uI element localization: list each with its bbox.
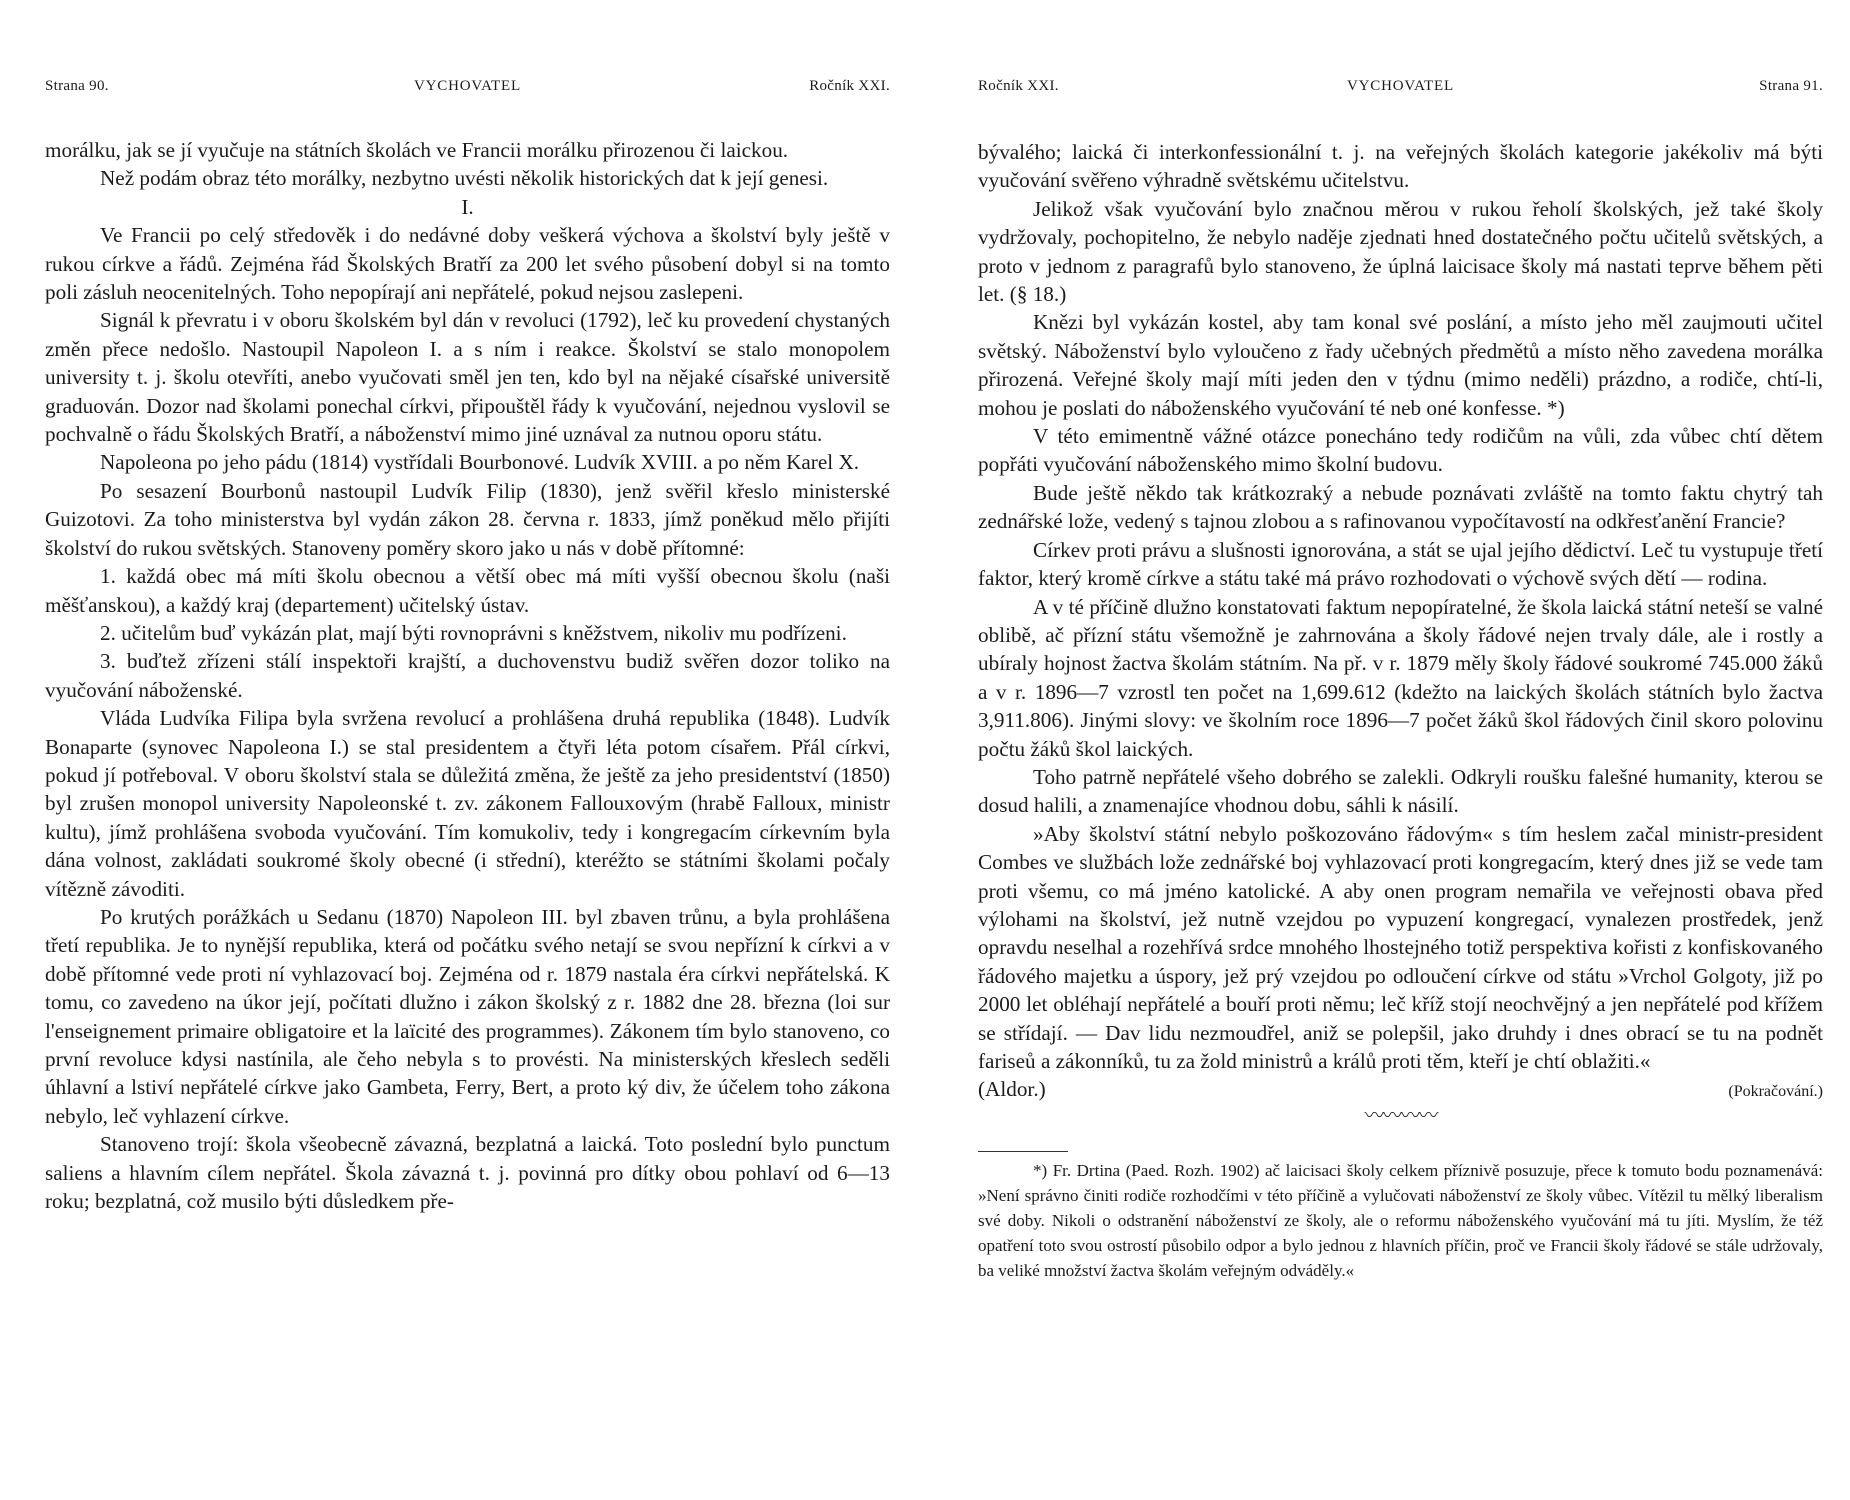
page-number: Strana 90.	[45, 78, 109, 94]
footnote: *) Fr. Drtina (Paed. Rozh. 1902) ač laicisaci školy celkem příznivě posuzuje, přece k tomuto bodu poznamenává: »Není správno činiti rodiče rozhodčími v této příčině a vylučovati náboženství ze školy vůbec. Vítězil tu mělký liberalism své doby. Nikoli o odstranění náboženství ze školy, ale o reformu náboženského vyučování má tu jíti. Myslím, že též opatření toto svou ostrostí působilo odpor a bylo jednou z hlavních příčin, proč ve Francii školy řádové se stále udržovaly, ba veliké množství žactva školám veřejným odváděly.«	[978, 1160, 1823, 1280]
paragraph: Knězi byl vykázán kostel, aby tam konal své poslání, a místo jeho měl zaujmouti učitel světský. Náboženství bylo vyloučeno z řady učebných předmětů a místo něho zavedena morálka přirozená. Veřejné školy mají míti jeden den v týdnu (mimo neděli) prázdno, a rodiče, chtí-li, mohou je poslati do náboženského vyučování té neb oné konfesse. *)	[978, 310, 1823, 420]
left-page	[45, 0, 890, 1500]
journal-title: VYCHOVATEL	[414, 78, 521, 94]
right-page	[978, 0, 1823, 1500]
footnote-rule	[978, 1151, 1068, 1152]
paragraph: Než podám obraz této morálky, nezbytno uvésti několik historických dat k její genesi.	[100, 166, 829, 191]
paragraph: bývalého; laická či interkonfessionální t. j. na veřejných školách kategorie jakékoliv má býti vyučování svěřeno výhradně světskému učitelstvu.	[978, 140, 1823, 193]
section-heading: I.	[461, 194, 474, 219]
paragraph: Vláda Ludvíka Filipa byla svržena revolucí a prohlášena druhá republika (1848). Ludvík Bonaparte (synovec Napoleona I.) se stal presidentem a čtyři léta potom císařem. Přál církvi, pokud jí potřeboval. V oboru školství stala se důležitá změna, že ještě za jeho presidentství (1850) byl zrušen monopol university Napoleonské t. zv. zákonem Fallouxovým (hrabě Falloux, ministr kultu), jímž prohlášena svoboda vyučování. Tím komukoliv, tedy i kongregacím církevním byla dána volnost, zakládati soukromé školy obecné (i střední), kteréžto se státními školami počaly vítězně závoditi.	[45, 706, 890, 901]
list-item: 1. každá obec má míti školu obecnou a větší obec má míti vyšší obecnou školu (naši měšťanskou), a každý kraj (departement) učitelský ústav.	[45, 564, 890, 617]
closing-line	[978, 1075, 1823, 1106]
paragraph: Po krutých porážkách u Sedanu (1870) Napoleon III. byl zbaven trůnu, a byla prohlášena třetí republika. Je to nynější republika, která od počátku svého netají se svou nepřízní k církvi a v době přítomné vede proti ní vyhlazovací boj. Zejména od r. 1879 nastala éra církvi nepřátelská. K tomu, co zavedeno na úkor její, počítati dlužno i zákon školský z r. 1882 dne 28. března (loi sur l'enseignement primaire obligatoire et la laïcité des programmes). Zákonem tím bylo stanoveno, co první revoluce kdysi nastínila, ale čeho nebyla s to provésti. Na ministerských křeslech seděli úhlavní a lstiví nepřátelé církve jako Gambeta, Ferry, Bert, a proto ký div, že účelem toho zákona nebylo, leč vyhlazení církve.	[45, 904, 890, 1128]
volume-label: Ročník XXI.	[809, 78, 890, 94]
paragraph: V této emimentně vážné otázce ponecháno tedy rodičům na vůli, zda vůbec chtí dětem popřáti vyučování náboženského mimo školní budovu.	[978, 424, 1823, 477]
journal-title: VYCHOVATEL	[1347, 78, 1454, 94]
list-item: 3. buďtež zřízeni stálí inspektoři krajští, a duchovenstvu budiž svěřen dozor toliko na vyučování náboženské.	[45, 649, 890, 702]
paragraph: Signál k převratu i v oboru školském byl dán v revoluci (1792), leč ku provedení chystaných změn přece nedošlo. Nastoupil Napoleon I. a s ním i reakce. Školství se stalo monopolem university t. j. školu otevříti, anebo vyučovati směl jen ten, kdo byl na nějaké císařské universitě graduován. Dozor nad školami ponechal církvi, připouštěl řády k vyučování, nejednou vyslovil se pochvalně o řádu Školských Bratří, a náboženství mimo jiné uznával za nutnou oporu státu.	[45, 308, 890, 447]
paragraph: Ve Francii po celý středověk i do nedávné doby veškerá výchova a školství byly ještě v rukou církve a řádů. Zejména řád Školských Bratří za 200 let svého působení dobyl si na tomto poli zásluh neocenitelných. Toho nepopírají ani nepřátelé, pokud nejsou zaslepeni.	[45, 223, 890, 305]
paragraph: A v té příčině dlužno konstatovati faktum nepopíratelné, že škola laická státní neteší se valné oblibě, ač přízní státu všemožně je zahrnována a školy řádové nejen trvaly dále, ale i rostly a ubíraly hojnost žactva školám státním. Na př. v r. 1879 měly školy řádové soukromé 745.000 žáků a v r. 1896—7 vzrostl ten počet na 1,699.612 (kdežto na laických školách státních bylo žactva 3,911.806). Jinými slovy: ve školním roce 1896—7 počet žáků škol řádových činil skoro polovinu počtu žáků škol laických.	[978, 594, 1823, 761]
paragraph: Toho patrně nepřátelé všeho dobrého se zalekli. Odkryli roušku falešné humanity, kterou se dosud halili, a znamenajíce vhodnou dobu, sáhli k násilí.	[978, 764, 1823, 818]
page-number: Strana 91.	[1759, 78, 1823, 94]
paragraph: Jelikož však vyučování bylo značnou měrou v rukou řeholí školských, jež také školy vydržovaly, pochopitelno, že nebylo naděje zjednati hned dostatečného počtu učitelů světských, a proto v jednom z paragrafů bylo stanoveno, že úplná laicisace školy má nastati teprve během pěti let. (§ 18.)	[978, 196, 1823, 307]
paragraph: morálku, jak se jí vyučuje na státních školách ve Francii morálku přirozenou či laickou.	[45, 138, 789, 162]
paragraph: Stanoveno trojí: škola všeobecně závazná, bezplatná a laická. Toto poslední bylo punctum saliens a hlavním cílem nepřátel. Škola závazná t. j. povinná pro dítky obou pohlaví od 6—13 roku; bezplatná, což musilo býti důsledkem pře-	[45, 1132, 890, 1214]
author-signature: (Aldor.)	[978, 1077, 1046, 1102]
paragraph: Církev proti právu a slušnosti ignorována, a stát se ujal jejího dědictví. Leč tu vystupuje třetí faktor, který kromě církve a státu také má právo rozhodovati o výchově svých dětí — rodina.	[978, 537, 1823, 591]
paragraph: Napoleona po jeho pádu (1814) vystřídali Bourbonové. Ludvík XVIII. a po něm Karel X.	[100, 450, 860, 475]
volume-label: Ročník XXI.	[978, 78, 1059, 94]
ornament-divider: 〰〰〰〰	[1364, 1104, 1437, 1127]
list-item: 2. učitelům buď vykázán plat, mají býti rovnoprávni s kněžstvem, nikoliv mu podřízeni.	[100, 620, 847, 645]
right-running-head	[978, 78, 1823, 100]
paragraph: Bude ještě někdo tak krátkozraký a nebude poznávati zvláště na tomto faktu chytrý tah zednářské lože, vedený s tajnou zlobou a s rafinovanou vypočítavostí na odkřesťanění Francie?	[978, 480, 1823, 534]
paragraph: Po sesazení Bourbonů nastoupil Ludvík Filip (1830), jenž svěřil křeslo ministerské Guizotovi. Za toho ministerstva byl vydán zákon 28. června r. 1833, jímž poněkud mělo přijíti školství do rukou světských. Stanoveny poměry skoro jako u nás v době přítomné:	[45, 478, 890, 560]
left-running-head	[45, 78, 890, 100]
continued-note: (Pokračování.)	[1728, 1083, 1823, 1101]
left-body-text	[45, 136, 890, 1215]
paragraph: »Aby školství státní nebylo poškozováno řádovým« s tím heslem začal ministr-president Combes ve službách lože zednářské boj vyhlazovací proti kongregacím, který dnes již se vede tam proti všemu, co má jméno katolické. A aby onen program nemařila ve veřejnosti obava před výlohami na školství, jež nutně vzejdou po vypuzení kongregací, vynalezen prostředek, jenž opravdu neselhal a rozehřívá srdce mnohého lhostejného totiž perspektiva kořisti z konfiskovaného řádového majetku a úspory, jež prý vzejdou po odloučení církve od státu »Vrchol Golgoty, již po 2000 let obléhají nepřátelé a bouří proti němu; leč kříž stojí neochvějný a jen nepřátelé pod křížem se střídají. — Dav lidu nezmoudřel, aniž se polepšil, jako druhdy i dnes obrací se tu na podnět fariseů a zákonníků, tu za žold ministrů a králů proti těm, kteří je chtí oblažiti.«	[978, 821, 1823, 1073]
right-body-text	[978, 138, 1823, 1283]
